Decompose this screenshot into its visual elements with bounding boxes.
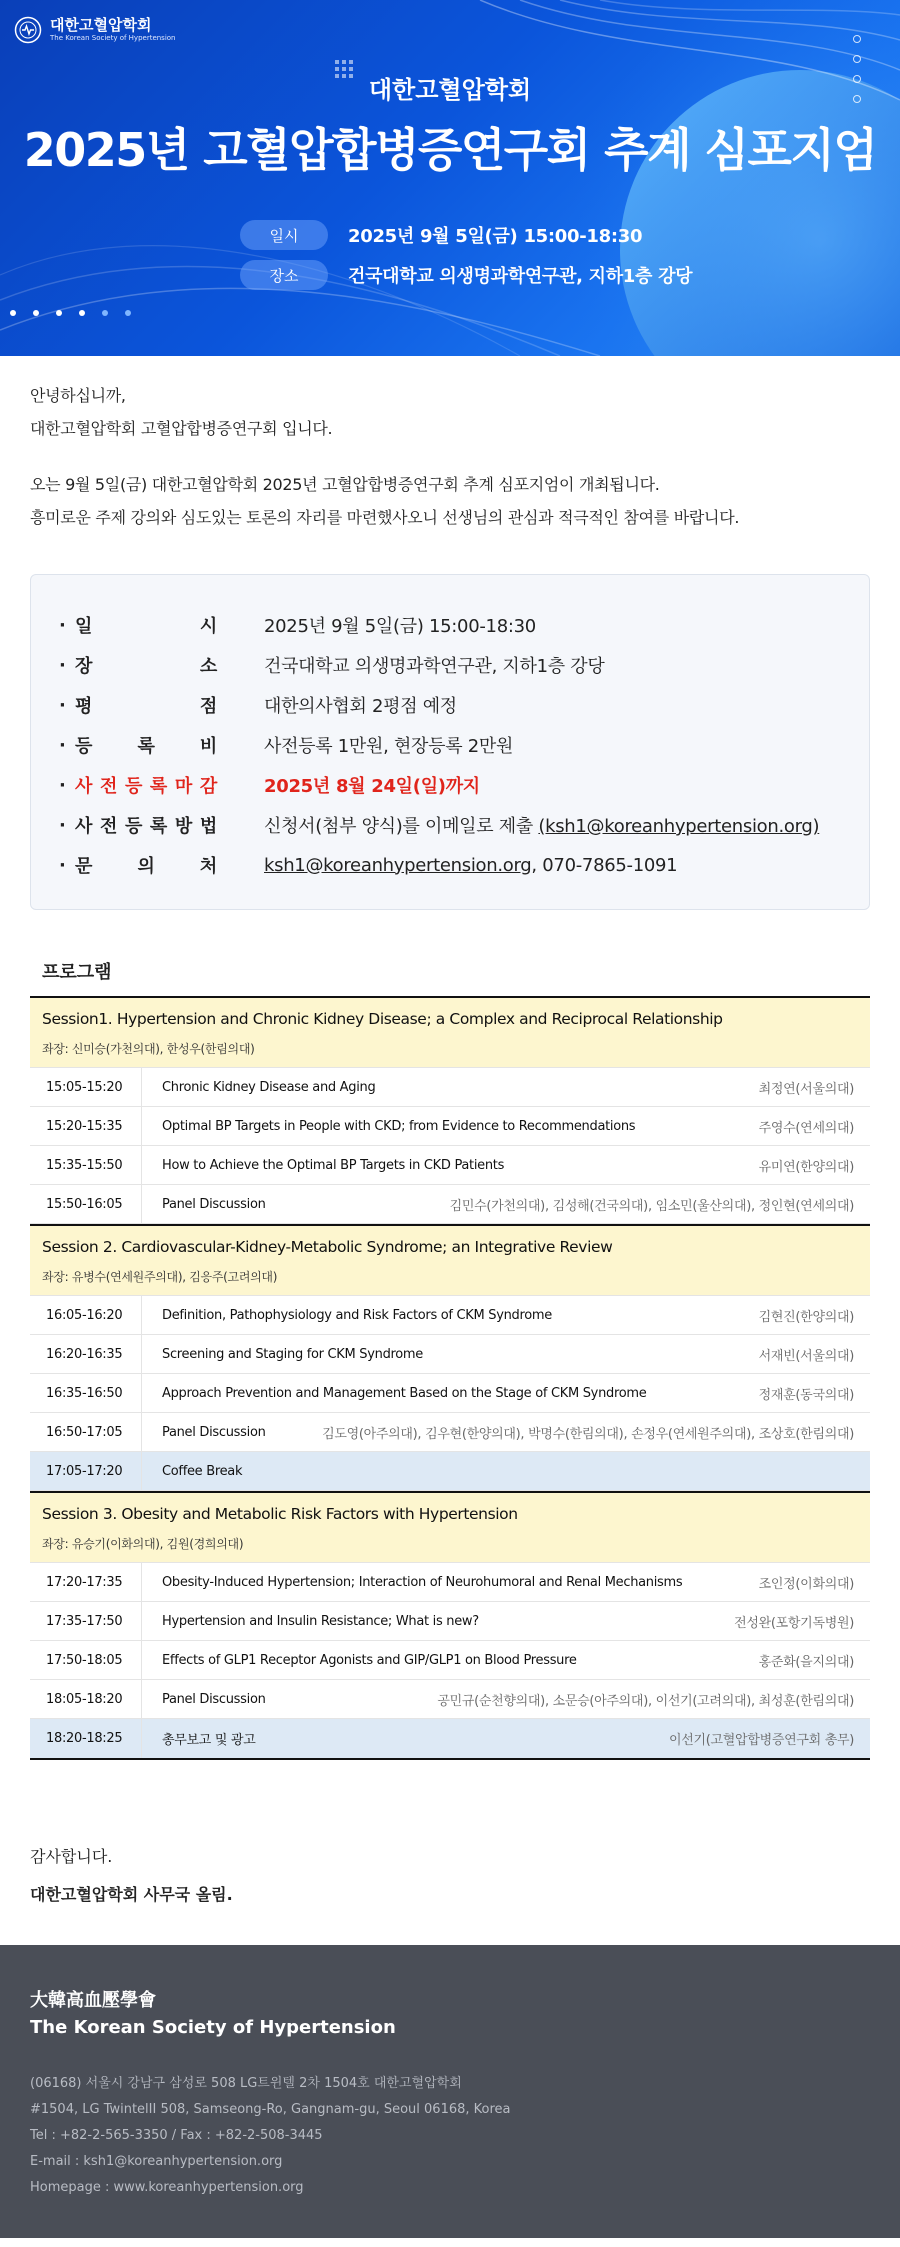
info-row-method: · 사 전 등 록 방 법 신청서(첨부 양식)를 이메일로 제출 (ksh1@koreanhypertension.org) [59, 814, 820, 837]
session-header [30, 1224, 870, 1296]
intro-line: 흥미로운 주제 강의와 심도있는 토론의 자리를 마련했사오니 선생님의 관심과 적극적인 참여를 바랍니다. [30, 508, 740, 527]
decorative-dots [10, 310, 131, 316]
intro-greeting [0, 379, 900, 445]
table-row: 15:20-15:35 Optimal BP Targets in People with CKD; from Evidence to Recommendations 주영수(연세의대) [30, 1107, 870, 1146]
table-row: 18:05-18:20 Panel Discussion 공민규(순천향의대), 소문승(아주의대), 이선기(고려의대), 최성훈(한림의대) [30, 1680, 870, 1719]
deadline-value: 2025년 8월 24일(일)까지 [264, 776, 480, 797]
table-row: 17:50-18:05 Effects of GLP1 Receptor Agonists and GIP/GLP1 on Blood Pressure 홍준화(을지의대) [30, 1641, 870, 1680]
footer-tel: Tel : +82-2-565-3350 / Fax : +82-2-508-3445 [30, 2128, 323, 2143]
table-row: 16:50-17:05 Panel Discussion 김도영(아주의대), 김우현(한양의대), 박명수(한림의대), 손정우(연세원주의대), 조상호(한림의대) [30, 1413, 870, 1452]
greeting-line: 안녕하십니까, [30, 386, 126, 405]
place-value: 건국대학교 의생명과학연구관, 지하1층 강당 [348, 266, 693, 287]
hero-banner [0, 0, 900, 356]
date-value: 2025년 9월 5일(금) 15:00-18:30 [348, 226, 643, 247]
footer [0, 1945, 900, 2238]
email-link[interactable]: (ksh1@koreanhypertension.org) [538, 816, 820, 837]
table-row: 16:20-16:35 Screening and Staging for CKM Syndrome 서재빈(서울의대) [30, 1335, 870, 1374]
org-logo[interactable] [14, 16, 176, 44]
footer-homepage[interactable]: Homepage : www.koreanhypertension.org [30, 2180, 304, 2195]
session-chairs: 좌장: 유승기(이화의대), 김원(경희의대) [42, 1537, 244, 1551]
hero-date-row [240, 220, 642, 250]
logo-name-korean: 대한고혈압학회 [50, 16, 152, 34]
session-title: Session 2. Cardiovascular-Kidney-Metabolic Syndrome; an Integrative Review [42, 1238, 613, 1256]
intro-body [0, 468, 900, 534]
date-pill: 일시 [240, 220, 328, 250]
info-value: 신청서(첨부 양식)를 이메일로 제출 [264, 816, 539, 837]
footer-email[interactable]: E-mail : ksh1@koreanhypertension.org [30, 2154, 283, 2169]
closing-message [0, 1844, 900, 1905]
table-row: 15:50-16:05 Panel Discussion 김민수(가천의대), 김성해(건국의대), 임소민(울산의대), 정인현(연세의대) [30, 1185, 870, 1224]
contact-phone: , 070-7865-1091 [531, 854, 678, 876]
info-row-deadline: · 사 전 등 록 마 감 2025년 8월 24일(일)까지 [59, 765, 841, 805]
session-chairs: 좌장: 유병수(연세원주의대), 김응주(고려의대) [42, 1270, 278, 1284]
info-value: 대한의사협회 2평점 예정 [264, 696, 457, 717]
info-value: 건국대학교 의생명과학연구관, 지하1층 강당 [264, 656, 605, 677]
session-title: Session 3. Obesity and Metabolic Risk Factors with Hypertension [42, 1505, 518, 1523]
place-pill: 장소 [240, 260, 328, 290]
signature-line: 대한고혈압학회 사무국 올림. [30, 1885, 233, 1904]
decorative-rings [853, 35, 861, 103]
intro-line: 오는 9월 5일(금) 대한고혈압학회 2025년 고혈압합병증연구회 추계 심포지엄이 개최됩니다. [30, 475, 660, 494]
table-row: 16:35-16:50 Approach Prevention and Management Based on the Stage of CKM Syndrome 정재훈(동국의대) [30, 1374, 870, 1413]
info-value: 사전등록 1만원, 현장등록 2만원 [264, 736, 514, 757]
session-header [30, 998, 870, 1068]
table-row: 17:35-17:50 Hypertension and Insulin Resistance; What is new? 전성완(포항기독병원) [30, 1602, 870, 1641]
coffee-break-row: 17:05-17:20 Coffee Break [30, 1452, 870, 1491]
hero-subtitle: 대한고혈압학회 [368, 76, 532, 104]
program-title: 프로그램 [42, 962, 112, 983]
program-table [30, 996, 870, 1760]
footer-name-english: The Korean Society of Hypertension [30, 2017, 396, 2038]
thanks-line: 감사합니다. [30, 1847, 113, 1866]
info-row-fee: · 등 록 비 사전등록 1만원, 현장등록 2만원 [59, 725, 841, 765]
contact-email-link[interactable]: ksh1@koreanhypertension.org [264, 854, 532, 876]
footer-contact-info [30, 2071, 870, 2201]
info-row-contact: · 문 의 처 ksh1@koreanhypertension.org, 070-7865-1091 [59, 854, 678, 877]
event-info-box [30, 574, 870, 910]
info-row-credits: · 평 점 대한의사협회 2평점 예정 [59, 685, 841, 725]
hero-place-row [240, 260, 692, 290]
footer-address-ko: (06168) 서울시 강남구 삼성로 508 LG트윈텔 2차 1504호 대한고혈압학회 [30, 2076, 462, 2091]
table-row: 15:35-15:50 How to Achieve the Optimal BP Targets in CKD Patients 유미연(한양의대) [30, 1146, 870, 1185]
society-emblem-icon [14, 16, 42, 44]
session-header [30, 1491, 870, 1563]
greeting-line: 대한고혈압학회 고혈압합병증연구회 입니다. [30, 419, 333, 438]
closing-remarks-row: 18:20-18:25 총무보고 및 광고 이선기(고혈압합병증연구회 총무) [30, 1719, 870, 1758]
hero-title: 2025년 고혈압합병증연구회 추계 심포지엄 [23, 123, 877, 177]
logo-name-english: The Korean Society of Hypertension [50, 34, 176, 42]
table-row: 16:05-16:20 Definition, Pathophysiology and Risk Factors of CKM Syndrome 김현진(한양의대) [30, 1296, 870, 1335]
info-row-place: · 장 소 건국대학교 의생명과학연구관, 지하1층 강당 [59, 645, 841, 685]
session-chairs: 좌장: 신미승(가천의대), 한성우(한림의대) [42, 1042, 255, 1056]
session-title: Session1. Hypertension and Chronic Kidney Disease; a Complex and Reciprocal Relationship [42, 1010, 723, 1028]
table-row: 15:05-15:20 Chronic Kidney Disease and Aging 최정연(서울의대) [30, 1068, 870, 1107]
footer-address-en: #1504, LG TwintelII 508, Samseong-Ro, Gangnam-gu, Seoul 06168, Korea [30, 2102, 511, 2117]
footer-name-hanja: 大韓高血壓學會 [30, 1990, 156, 2011]
table-row: 17:20-17:35 Obesity-Induced Hypertension; Interaction of Neurohumoral and Renal Mechanisms 조인정(이화의대) [30, 1563, 870, 1602]
info-row-date: · 일 시 2025년 9월 5일(금) 15:00-18:30 [59, 605, 841, 645]
info-value: 2025년 9월 5일(금) 15:00-18:30 [264, 616, 536, 637]
